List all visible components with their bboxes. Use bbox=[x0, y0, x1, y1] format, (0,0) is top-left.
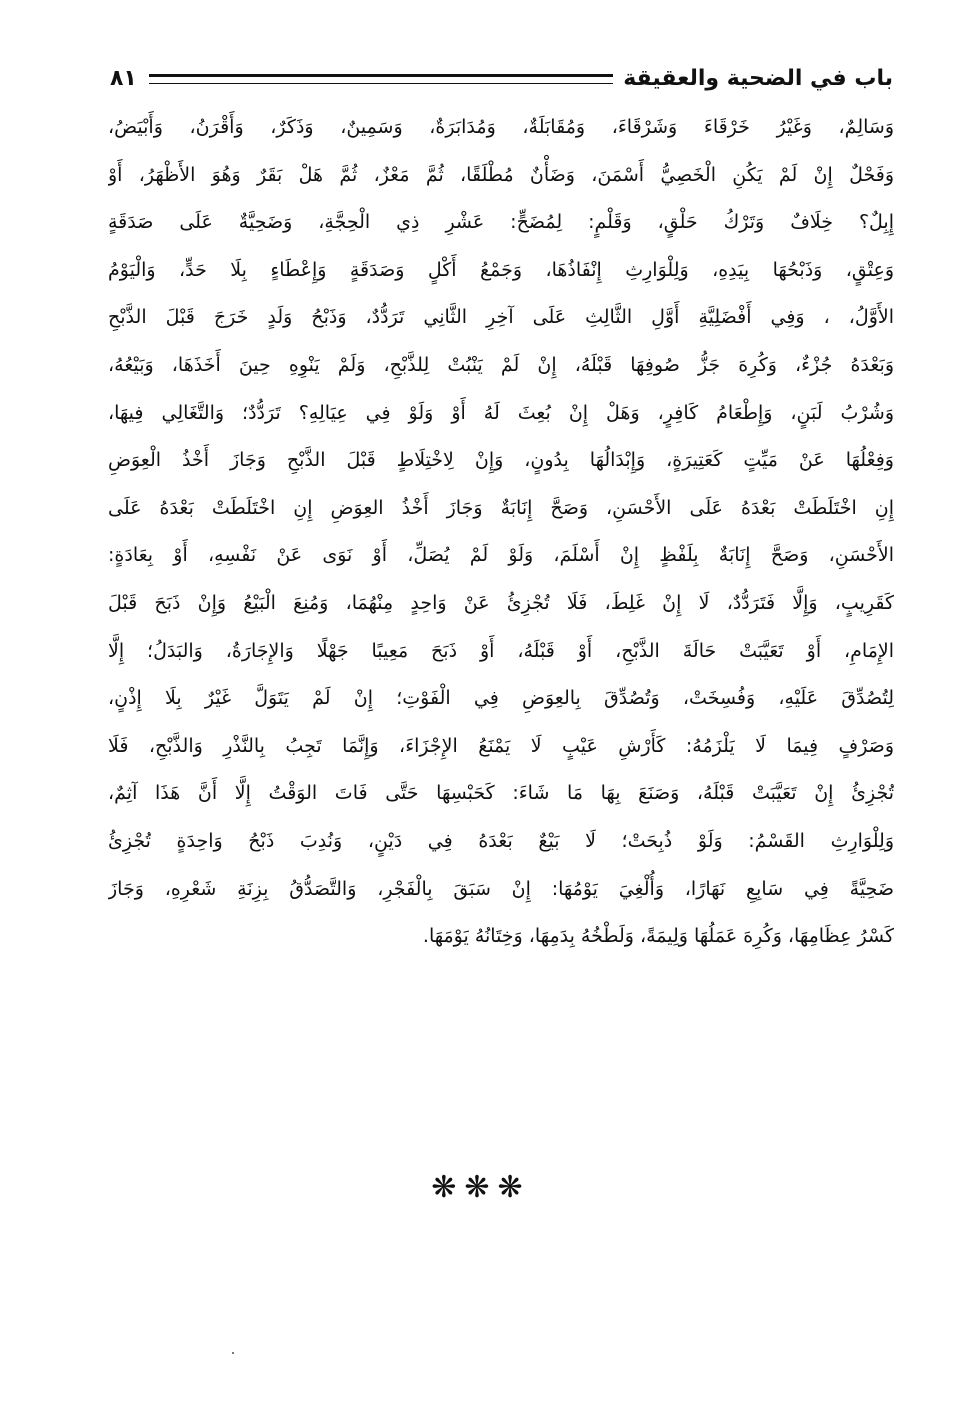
text-line: إِنِ اخْتَلَطَتْ بَعْدَهُ عَلَى الأَحْسَنِ، وَصَحَّ إِنَابَةٌ وَجَازَ أَخْذُ العِوَضِ إِنِ اخْتَلَطَتْ بَعْدَهُ عَلَى bbox=[108, 496, 894, 519]
body-text bbox=[108, 104, 894, 961]
text-line: الأَوَّلُ، ، وَفِي أَفْضَلِيَّةِ أَوَّلِ الثَّالِثِ عَلَى آخِرِ الثَّانِي تَرَدُّدٌ، وَذَبْحُ وَلَدٍ خَرَجَ قَبْلَ الذَّبْحِ bbox=[108, 306, 894, 329]
text-line: تُجْزِئُ إِنْ تَعَيَّبَتْ قَبْلَهُ، وَصَنَعَ بِهَا مَا شَاءَ: كَحَبْسِهَا حَتَّى فَاتَ الوَقْتُ إِلَّا أَنَّ هَذَا آثِمٌ، bbox=[108, 782, 894, 805]
page-number: ٨١ bbox=[110, 65, 137, 91]
text-line: وَفَحْلٌ إِنْ لَمْ يَكُنِ الْخَصِيُّ أَسْمَنَ، وَضَأْنٌ مُطْلَقًا، ثُمَّ مَعْزٌ، ثُمَّ هَلْ بَقَرٌ وَهُوَ الأَظْهَرُ، أَوْ bbox=[108, 163, 894, 186]
text-line: وَفِعْلُهَا عَنْ مَيِّتٍ كَعَتِيرَةٍ، وَإِبْدَالُهَا بِدُونٍ، وَإِنْ لِاخْتِلَاطٍ قَبْلَ الذَّبْحِ وَجَازَ أَخْذُ الْعِوَضِ bbox=[108, 449, 894, 472]
text-line: إِبِلٌ؟ خِلَافٌ وَتَرْكُ حَلْقٍ، وَقَلْمٍ: لِمُضَحٍّ: عَشْرِ ذِي الْحِجَّةِ، وَضَحِيَّةٌ عَلَى صَدَقَةٍ bbox=[108, 211, 894, 234]
text-line: وَشُرْبُ لَبَنٍ، وَإِطْعَامُ كَافِرٍ، وَهَلْ إِنْ بُعِثَ لَهُ أَوْ وَلَوْ فِي عِيَالِهِ؟ تَرَدُّدٌ؛ وَالتَّغَالِي فِيهَا، bbox=[108, 401, 894, 424]
text-line: الإِمَامِ، أَوْ تَعَيَّبَتْ حَالَةَ الذَّبْحِ، أَوْ قَبْلَهُ، أَوْ ذَبَحَ مَعِيبًا جَهْلًا وَالإِجَارَةُ، وَالبَدَلُ؛ إِلَّا bbox=[108, 639, 894, 662]
section-end-ornament: ❋❋❋ bbox=[431, 1170, 531, 1205]
header-rule bbox=[149, 74, 613, 84]
text-line: وَلِلْوَارِثِ القَسْمُ: وَلَوْ ذُبِحَتْ؛ لَا بَيْعٌ بَعْدَهُ فِي دَيْنٍ، وَنُدِبَ ذَبْحُ وَاحِدَةٍ تُجْزِئُ bbox=[108, 829, 894, 852]
text-line: وَصَرْفٍ فِيمَا لَا يَلْزَمُهُ: كَأَرْشِ عَيْبٍ لَا يَمْنَعُ الإِجْزَاءَ، وَإِنَّمَا تَجِبُ بِالنَّذْرِ وَالذَّبْحِ، فَلَا bbox=[108, 734, 894, 757]
page-header bbox=[110, 60, 893, 96]
text-line: ضَحِيَّةً فِي سَابِعِ نَهَارًا، وَأُلْغِيَ يَوْمُهَا: إِنْ سَبَقَ بِالْفَجْرِ، وَالتَّصَدُّقُ بِزِنَةِ شَعْرِهِ، وَجَازَ bbox=[108, 877, 894, 900]
scan-speck bbox=[232, 1352, 234, 1354]
text-line: الأَحْسَنِ، وَصَحَّ إِنَابَةٌ بِلَفْظٍ إِنْ أَسْلَمَ، وَلَوْ لَمْ يُصَلِّ، أَوْ نَوَى عَنْ نَفْسِهِ، أَوْ بِعَادَةٍ: bbox=[108, 544, 894, 567]
text-line: كَقَرِيبٍ، وَإِلَّا فَتَرَدُّدٌ، لَا إِنْ غَلِطَ، فَلَا تُجْزِئُ عَنْ وَاحِدٍ مِنْهُمَا، وَمُنِعَ الْبَيْعُ وَإِنْ ذَبَحَ قَبْلَ bbox=[108, 591, 894, 614]
text-line: وَعِتْقٍ، وَذَبْحُهَا بِيَدِهِ، وَلِلْوَارِثِ إِنْفَاذُهَا، وَجَمْعُ أَكْلٍ وَصَدَقَةٍ وَإِعْطَاءٍ بِلَا حَدٍّ، وَالْيَوْمُ bbox=[108, 258, 894, 281]
chapter-title: باب في الضحية والعقيقة bbox=[623, 65, 893, 91]
text-line: لِتُصُدِّقَ عَلَيْهِ، وَفُسِخَتْ، وَتُصُدِّقَ بِالعِوَضِ فِي الْفَوْتِ؛ إِنْ لَمْ يَتَوَلَّ غَيْرٌ بِلَا إِذْنٍ، bbox=[108, 687, 894, 710]
text-line: وَبَعْدَهُ جُزْءٌ، وَكُرِهَ جَزُّ صُوفِهَا قَبْلَهُ، إِنْ لَمْ يَنْبُتْ لِلذَّبْحِ، وَلَمْ يَنْوِهِ حِينَ أَخَذَهَا، وَبَيْعُهُ، bbox=[108, 353, 894, 376]
text-line-last: كَسْرُ عِظَامِهَا، وَكُرِهَ عَمَلُهَا وَلِيمَةً، وَلَطْخُهُ بِدَمِهَا، وَخِتَانُهُ يَوْمَهَا. bbox=[422, 925, 894, 948]
text-line: وَسَالِمٌ، وَغَيْرُ خَرْقَاءَ وَشَرْقَاءَ، وَمُقَابَلَةٌ، وَمُدَابَرَةٌ، وَسَمِينٌ، وَذَكَرٌ، وَأَقْرَنُ، وَأَبْيَضُ، bbox=[108, 116, 894, 138]
